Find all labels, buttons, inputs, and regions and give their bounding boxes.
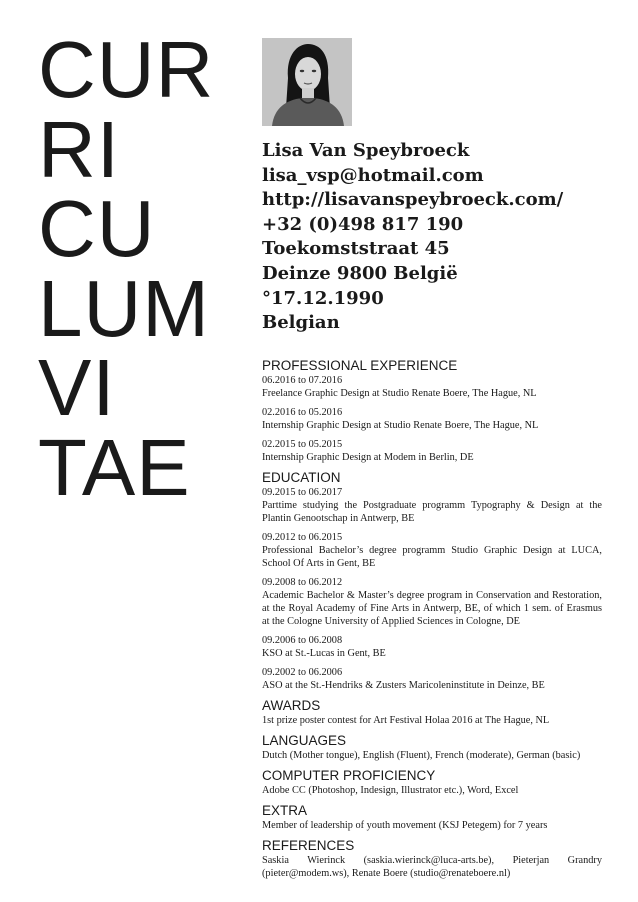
- entry-text: Freelance Graphic Design at Studio Renate Boere, The Hague, NL: [262, 388, 537, 399]
- entry-text: Academic Bachelor & Master’s degree program in Conservation and Restoration, at the Royal Academy of Fine Arts in Antwerp, BE, of which 1 sem. of Erasmus at the Cologne University of Applied Sciences in Cologne, DE: [262, 590, 602, 627]
- list-item: [262, 374, 602, 400]
- entry-text: Adobe CC (Photoshop, Indesign, Illustrator etc.), Word, Excel: [262, 785, 519, 796]
- street: Toekomststraat 45: [262, 238, 450, 260]
- entry-date: 09.2015 to 06.2017: [262, 487, 343, 498]
- section-title: LANGUAGES: [262, 733, 347, 748]
- list-item: [262, 819, 602, 832]
- portrait-photo: [262, 38, 352, 126]
- section-education: [262, 470, 602, 692]
- section-title: COMPUTER PROFICIENCY: [262, 768, 436, 783]
- section-awards: [262, 698, 602, 727]
- cv-sections: [262, 358, 602, 886]
- section-languages: [262, 733, 602, 762]
- entry-text: Professional Bachelor’s degree programm Studio Graphic Design at LUCA, School Of Arts in Gent, BE: [262, 545, 602, 569]
- list-item: [262, 714, 602, 727]
- entry-text: Parttime studying the Postgraduate programm Typography & Design at the Plantin Genootschap in Antwerp, BE: [262, 500, 602, 524]
- email[interactable]: lisa_vsp@hotmail.com: [262, 164, 484, 186]
- list-item: [262, 486, 602, 525]
- contact-details: [262, 139, 622, 336]
- section-professional-experience: [262, 358, 602, 464]
- section-title: REFERENCES: [262, 838, 355, 853]
- entry-date: 09.2008 to 06.2012: [262, 577, 343, 588]
- entry-date: 02.2015 to 05.2015: [262, 439, 343, 450]
- entry-text: Saskia Wierinck (saskia.wierinck@luca-arts.be), Pieterjan Grandry (pieter@modem.ws), Renate Boere (studio@renateboere.nl): [262, 855, 602, 879]
- entry-text: Member of leadership of youth movement (KSJ Petegem) for 7 years: [262, 820, 548, 831]
- entry-date: 09.2012 to 06.2015: [262, 532, 343, 543]
- list-item: [262, 749, 602, 762]
- title-line: LUM: [38, 263, 210, 353]
- list-item: [262, 406, 602, 432]
- list-item: [262, 576, 602, 628]
- city: Deinze 9800 België: [262, 262, 458, 284]
- title-line: CU: [38, 184, 156, 273]
- list-item: [262, 634, 602, 660]
- curriculum-vitae-title: [38, 25, 215, 512]
- section-references: [262, 838, 602, 880]
- entry-date: 06.2016 to 07.2016: [262, 375, 343, 386]
- phone: +32 (0)498 817 190: [262, 213, 464, 235]
- title-line: RI: [38, 104, 120, 194]
- section-title: PROFESSIONAL EXPERIENCE: [262, 358, 458, 373]
- entry-text: Internship Graphic Design at Studio Renate Boere, The Hague, NL: [262, 420, 539, 431]
- entry-text: Internship Graphic Design at Modem in Berlin, DE: [262, 452, 474, 463]
- website[interactable]: http://lisavanspeybroeck.com/: [262, 189, 564, 211]
- birth-date: °17.12.1990: [262, 287, 384, 309]
- entry-text: 1st prize poster contest for Art Festival Holaa 2016 at The Hague, NL: [262, 715, 550, 726]
- section-title: AWARDS: [262, 698, 321, 713]
- title-line: CUR: [38, 25, 215, 114]
- list-item: [262, 531, 602, 570]
- entry-text: Dutch (Mother tongue), English (Fluent), French (moderate), German (basic): [262, 750, 581, 761]
- list-item: [262, 438, 602, 464]
- entry-text: KSO at St.-Lucas in Gent, BE: [262, 648, 386, 659]
- list-item: [262, 784, 602, 797]
- nationality: Belgian: [262, 312, 340, 334]
- entry-date: 09.2006 to 06.2008: [262, 635, 343, 646]
- entry-text: ASO at the St.-Hendriks & Zusters Maricoleninstitute in Deinze, BE: [262, 680, 545, 691]
- title-line: VI: [38, 343, 116, 432]
- section-title: EXTRA: [262, 803, 308, 818]
- list-item: [262, 854, 602, 880]
- list-item: [262, 666, 602, 692]
- section-title: EDUCATION: [262, 470, 341, 485]
- section-computer-proficiency: [262, 768, 602, 797]
- title-line: TAE: [38, 422, 191, 512]
- entry-date: 09.2002 to 06.2006: [262, 667, 343, 678]
- full-name: Lisa Van Speybroeck: [262, 140, 470, 161]
- section-extra: [262, 803, 602, 832]
- portrait-photo-icon: [262, 38, 352, 126]
- entry-date: 02.2016 to 05.2016: [262, 407, 343, 418]
